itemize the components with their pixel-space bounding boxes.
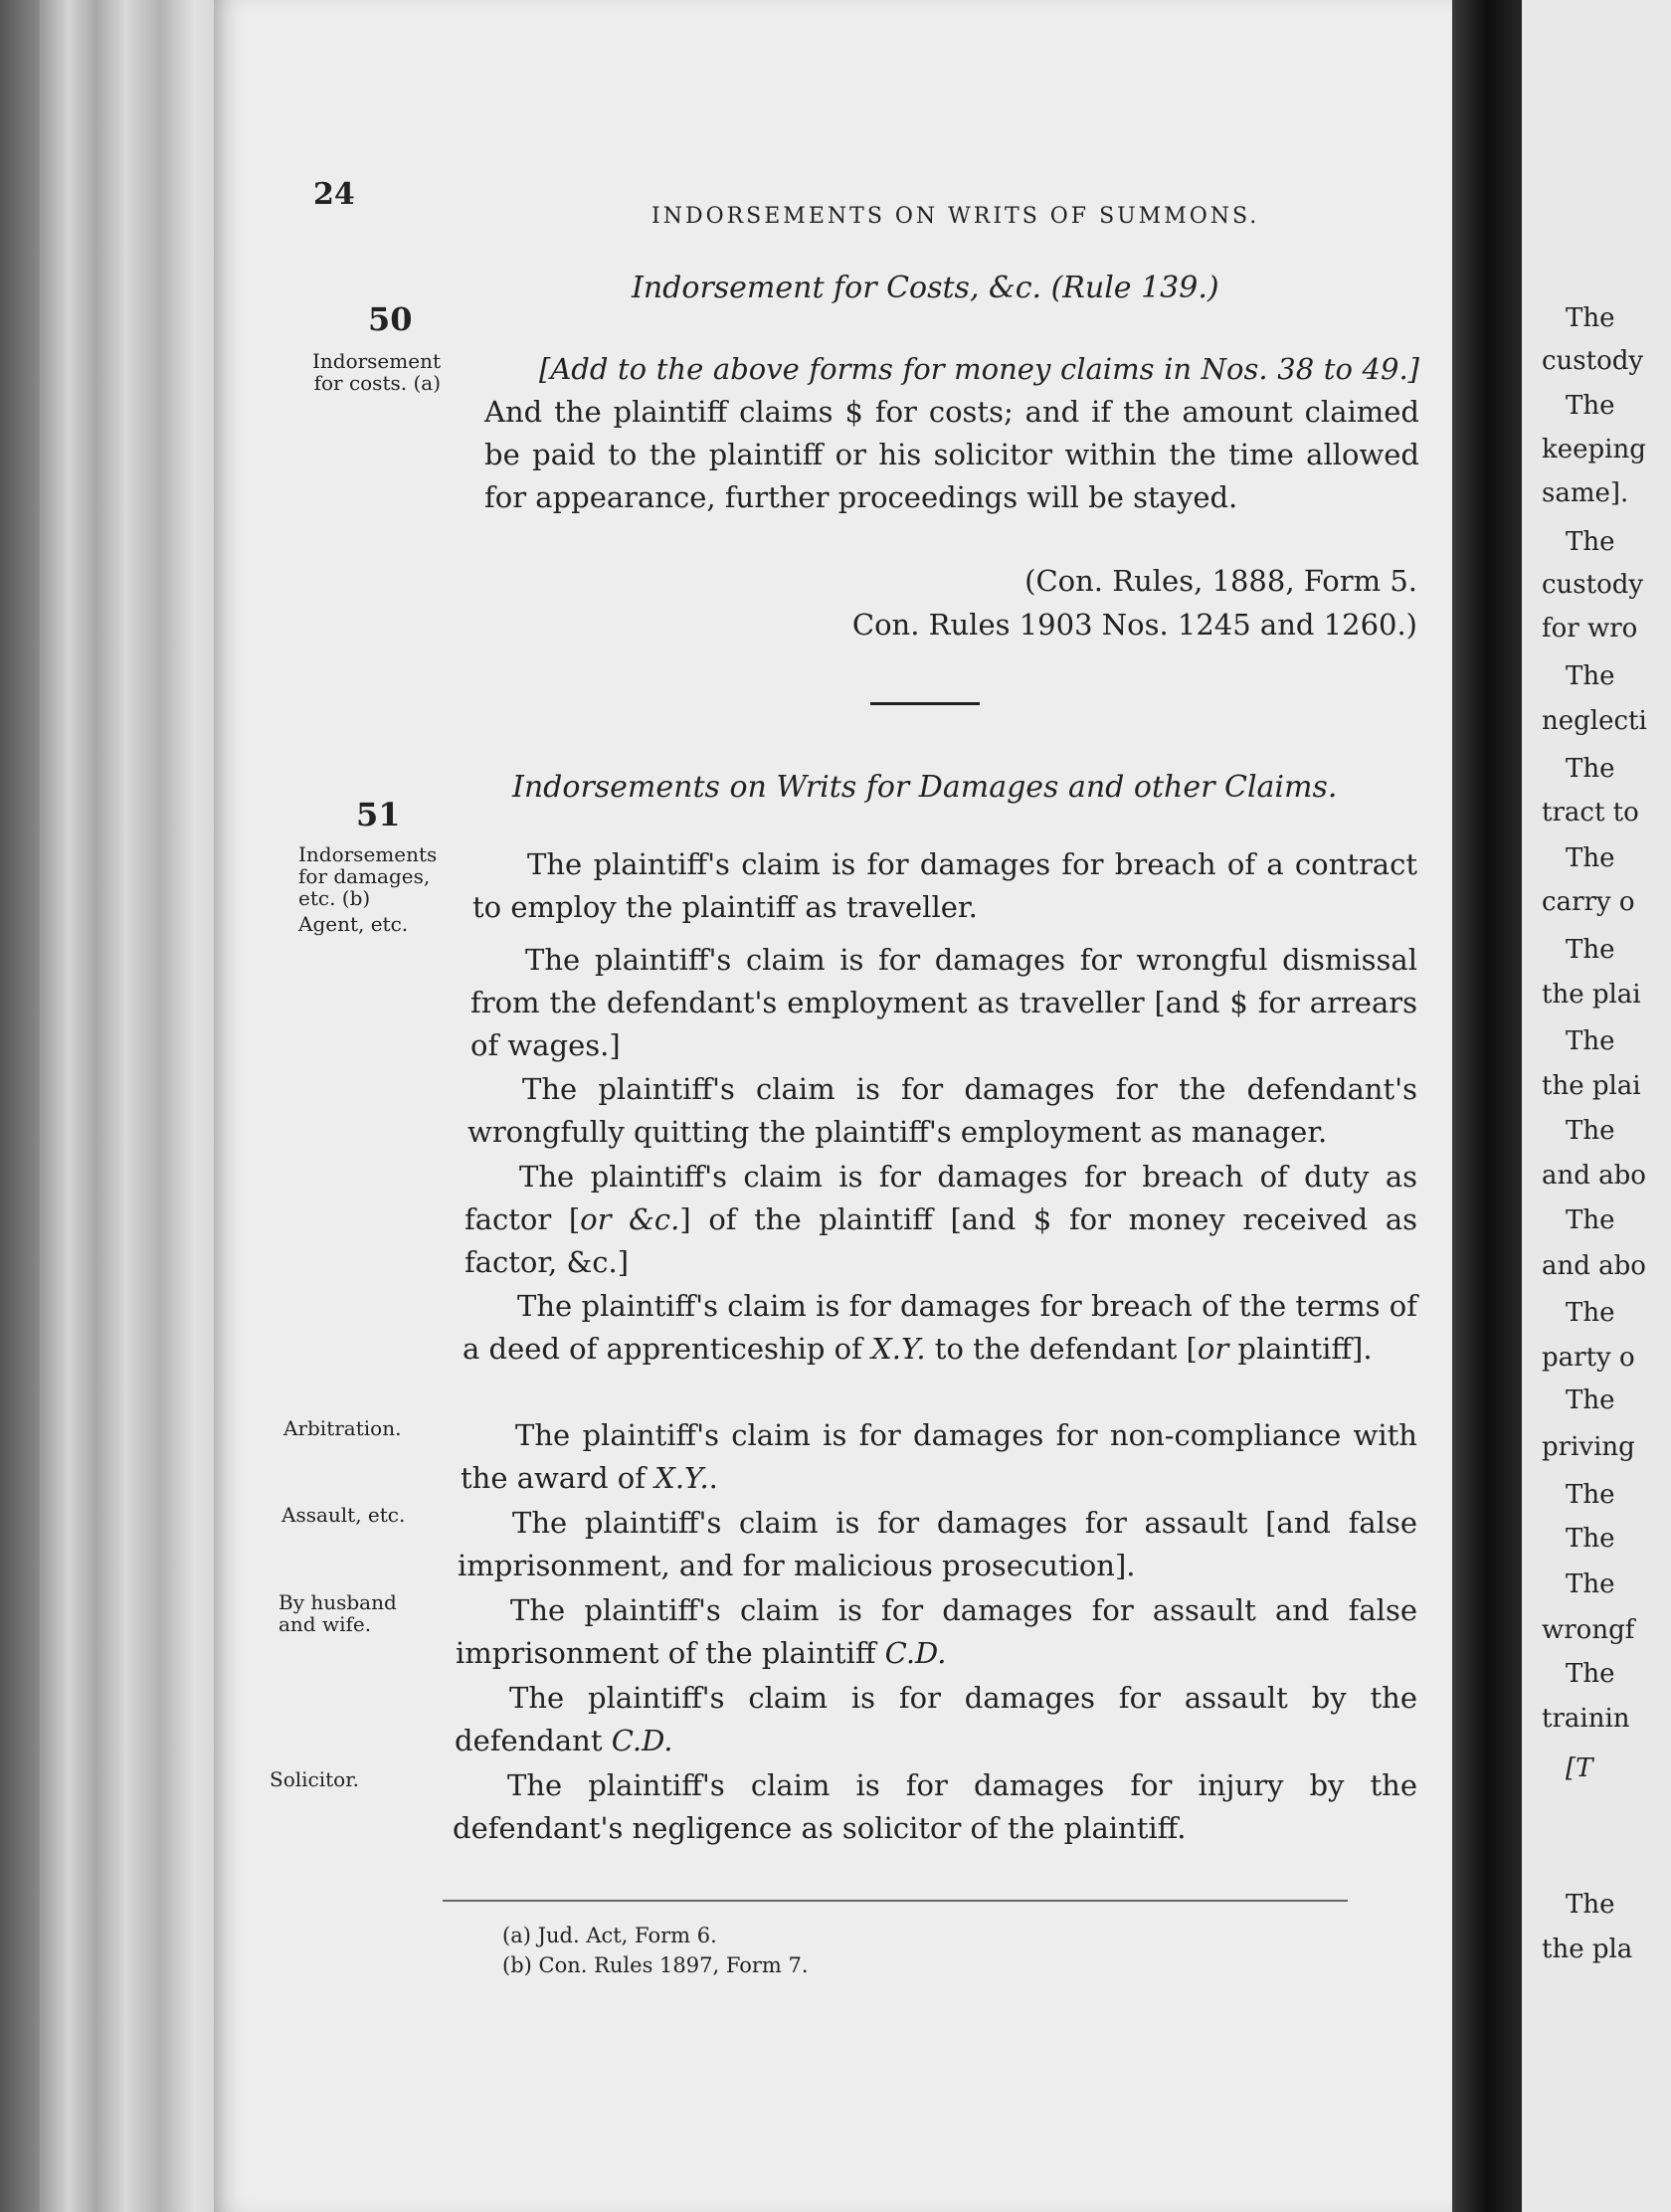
page-number: 24 [313, 177, 355, 212]
book-gutter [1452, 0, 1522, 2212]
section-51-margin-note: Indorsements for damages, etc. (b) [298, 842, 438, 910]
right-page-line: custody [1542, 346, 1644, 376]
right-page-line: The [1566, 391, 1615, 421]
paragraph-6-text: The plaintiff's claim is for damages for non-compliance with the award of [461, 1418, 1417, 1495]
section-50-number: 50 [368, 300, 413, 338]
paragraph-5-text-3: plaintiff]. [1228, 1332, 1373, 1366]
footnote-b: (b) Con. Rules 1897, Form 7. [502, 1953, 809, 1977]
right-page-line: wrongf [1542, 1615, 1635, 1645]
right-page-line: keeping [1542, 435, 1646, 464]
section-50-heading: Indorsement for Costs, &c. (Rule 139.) [632, 271, 1219, 305]
paragraph-4 [464, 1156, 1417, 1284]
left-page [214, 0, 1467, 2212]
section-50-body-italic: [Add to the above forms for money claims in Nos. 38 to 49.] [539, 352, 1419, 386]
right-page-line: The [1566, 1298, 1615, 1328]
right-page-line: The [1566, 935, 1615, 965]
paragraph-8 [456, 1589, 1417, 1675]
right-page-line: tract to [1542, 798, 1639, 828]
paragraph-4-text-1: The plaintiff's claim is for damages for breach of duty as factor [ [464, 1160, 1417, 1236]
right-page-line: for wro [1542, 614, 1638, 644]
paragraph-7: The plaintiff's claim is for damages for assault [and false imprisonment, and for malicious prosecution]. [458, 1506, 1417, 1582]
paragraph-6-italic: X.Y. [654, 1461, 709, 1495]
right-page-line: The [1566, 527, 1615, 557]
right-page-fragment [1522, 0, 1671, 2212]
footnote-a: (a) Jud. Act, Form 6. [502, 1924, 717, 1947]
right-page-line: The [1566, 1116, 1615, 1146]
right-page-line: carry o [1542, 887, 1635, 917]
paragraph-8-italic: C.D. [884, 1636, 947, 1670]
right-page-line: custody [1542, 570, 1644, 600]
right-page-line: same]. [1542, 478, 1629, 508]
paragraph-9 [455, 1677, 1417, 1762]
right-page-line: The [1566, 1480, 1615, 1510]
section-51-margin-agent: Agent, etc. [298, 912, 409, 936]
paragraph-8-text: The plaintiff's claim is for damages for assault and false imprisonment of the plaintiff [456, 1593, 1417, 1670]
right-page-line: The [1566, 1524, 1615, 1554]
right-page-line: [T [1566, 1753, 1593, 1783]
right-page-line: The [1566, 843, 1615, 873]
right-page-line: the plai [1542, 1071, 1641, 1101]
right-page-line: The [1566, 1205, 1615, 1235]
paragraph-6: The plaintiff's claim is for damages for non-compliance with the award of X.Y.. [461, 1418, 1417, 1495]
right-page-line: The [1566, 661, 1615, 691]
right-page-line: the plai [1542, 980, 1641, 1010]
right-page-line: The [1566, 1569, 1615, 1599]
paragraph-5-italic-2: or [1197, 1332, 1229, 1366]
book-cover-edge [0, 0, 40, 2212]
paragraph-2: The plaintiff's claim is for damages for wrongful dismissal from the defendant's employment as traveller [and $ for arrears of wages.] [470, 943, 1417, 1062]
running-head: INDORSEMENTS ON WRITS OF SUMMONS. [651, 204, 1260, 229]
right-page-line: and abo [1542, 1251, 1646, 1281]
margin-solicitor: Solicitor. [270, 1767, 359, 1791]
section-50-margin-note: Indorsement for costs. (a) [311, 349, 441, 395]
right-page-line: priving [1542, 1432, 1635, 1462]
paragraph-1: The plaintiff's claim is for damages for breach of a contract to employ the plaintiff as traveller. [472, 847, 1417, 924]
section-50-body-text: And the plaintiff claims $ for costs; and if the amount claimed be paid to the plaintiff or his solicitor within the time allowed for appearance, further proceedings will be stayed. [484, 395, 1419, 514]
paragraph-3: The plaintiff's claim is for damages for the defendant's wrongfully quitting the plaintiff's employment as manager. [467, 1072, 1417, 1149]
margin-assault: Assault, etc. [281, 1503, 406, 1527]
right-page-line: The [1566, 1659, 1615, 1689]
paragraph-4-italic: or &c. [580, 1202, 680, 1236]
right-page-line: neglecti [1542, 706, 1647, 736]
paragraph-4-text-2: ] of the plaintiff [and $ for money received as factor, &c.] [464, 1202, 1417, 1279]
right-page-line: the pla [1542, 1935, 1633, 1964]
section-51-number: 51 [356, 796, 401, 833]
right-page-line: party o [1542, 1343, 1635, 1373]
section-51-heading: Indorsements on Writs for Damages and other Claims. [512, 770, 1338, 805]
right-page-line: The [1566, 754, 1615, 784]
right-page-line: trainin [1542, 1704, 1630, 1734]
right-page-line: The [1566, 303, 1615, 333]
footnote-rule [443, 1900, 1348, 1902]
paragraph-5 [463, 1285, 1417, 1371]
paragraph-9-text: The plaintiff's claim is for damages for assault by the defendant [455, 1681, 1417, 1757]
section-divider [870, 702, 980, 705]
section-50-citation-1: (Con. Rules, 1888, Form 5. [1024, 564, 1417, 598]
section-50-body [484, 348, 1419, 519]
right-page-line: The [1566, 1890, 1615, 1920]
paragraph-5-italic-1: X.Y. [871, 1332, 926, 1366]
section-50-citation-2: Con. Rules 1903 Nos. 1245 and 1260.) [851, 608, 1417, 642]
right-page-line: and abo [1542, 1161, 1646, 1191]
paragraph-5-text-1: The plaintiff's claim is for damages for breach of the terms of a deed of apprenticeship of [463, 1289, 1417, 1366]
right-page-line: The [1566, 1385, 1615, 1415]
paragraph-9-italic: C.D. [611, 1724, 673, 1757]
right-page-line: The [1566, 1026, 1615, 1056]
margin-arbitration: Arbitration. [283, 1416, 402, 1440]
paragraph-5-text-2: to the defendant [ [925, 1332, 1198, 1366]
paragraph-10: The plaintiff's claim is for damages for injury by the defendant's negligence as solicitor of the plaintiff. [453, 1768, 1417, 1845]
margin-husband-wife: By husband and wife. [278, 1590, 397, 1636]
